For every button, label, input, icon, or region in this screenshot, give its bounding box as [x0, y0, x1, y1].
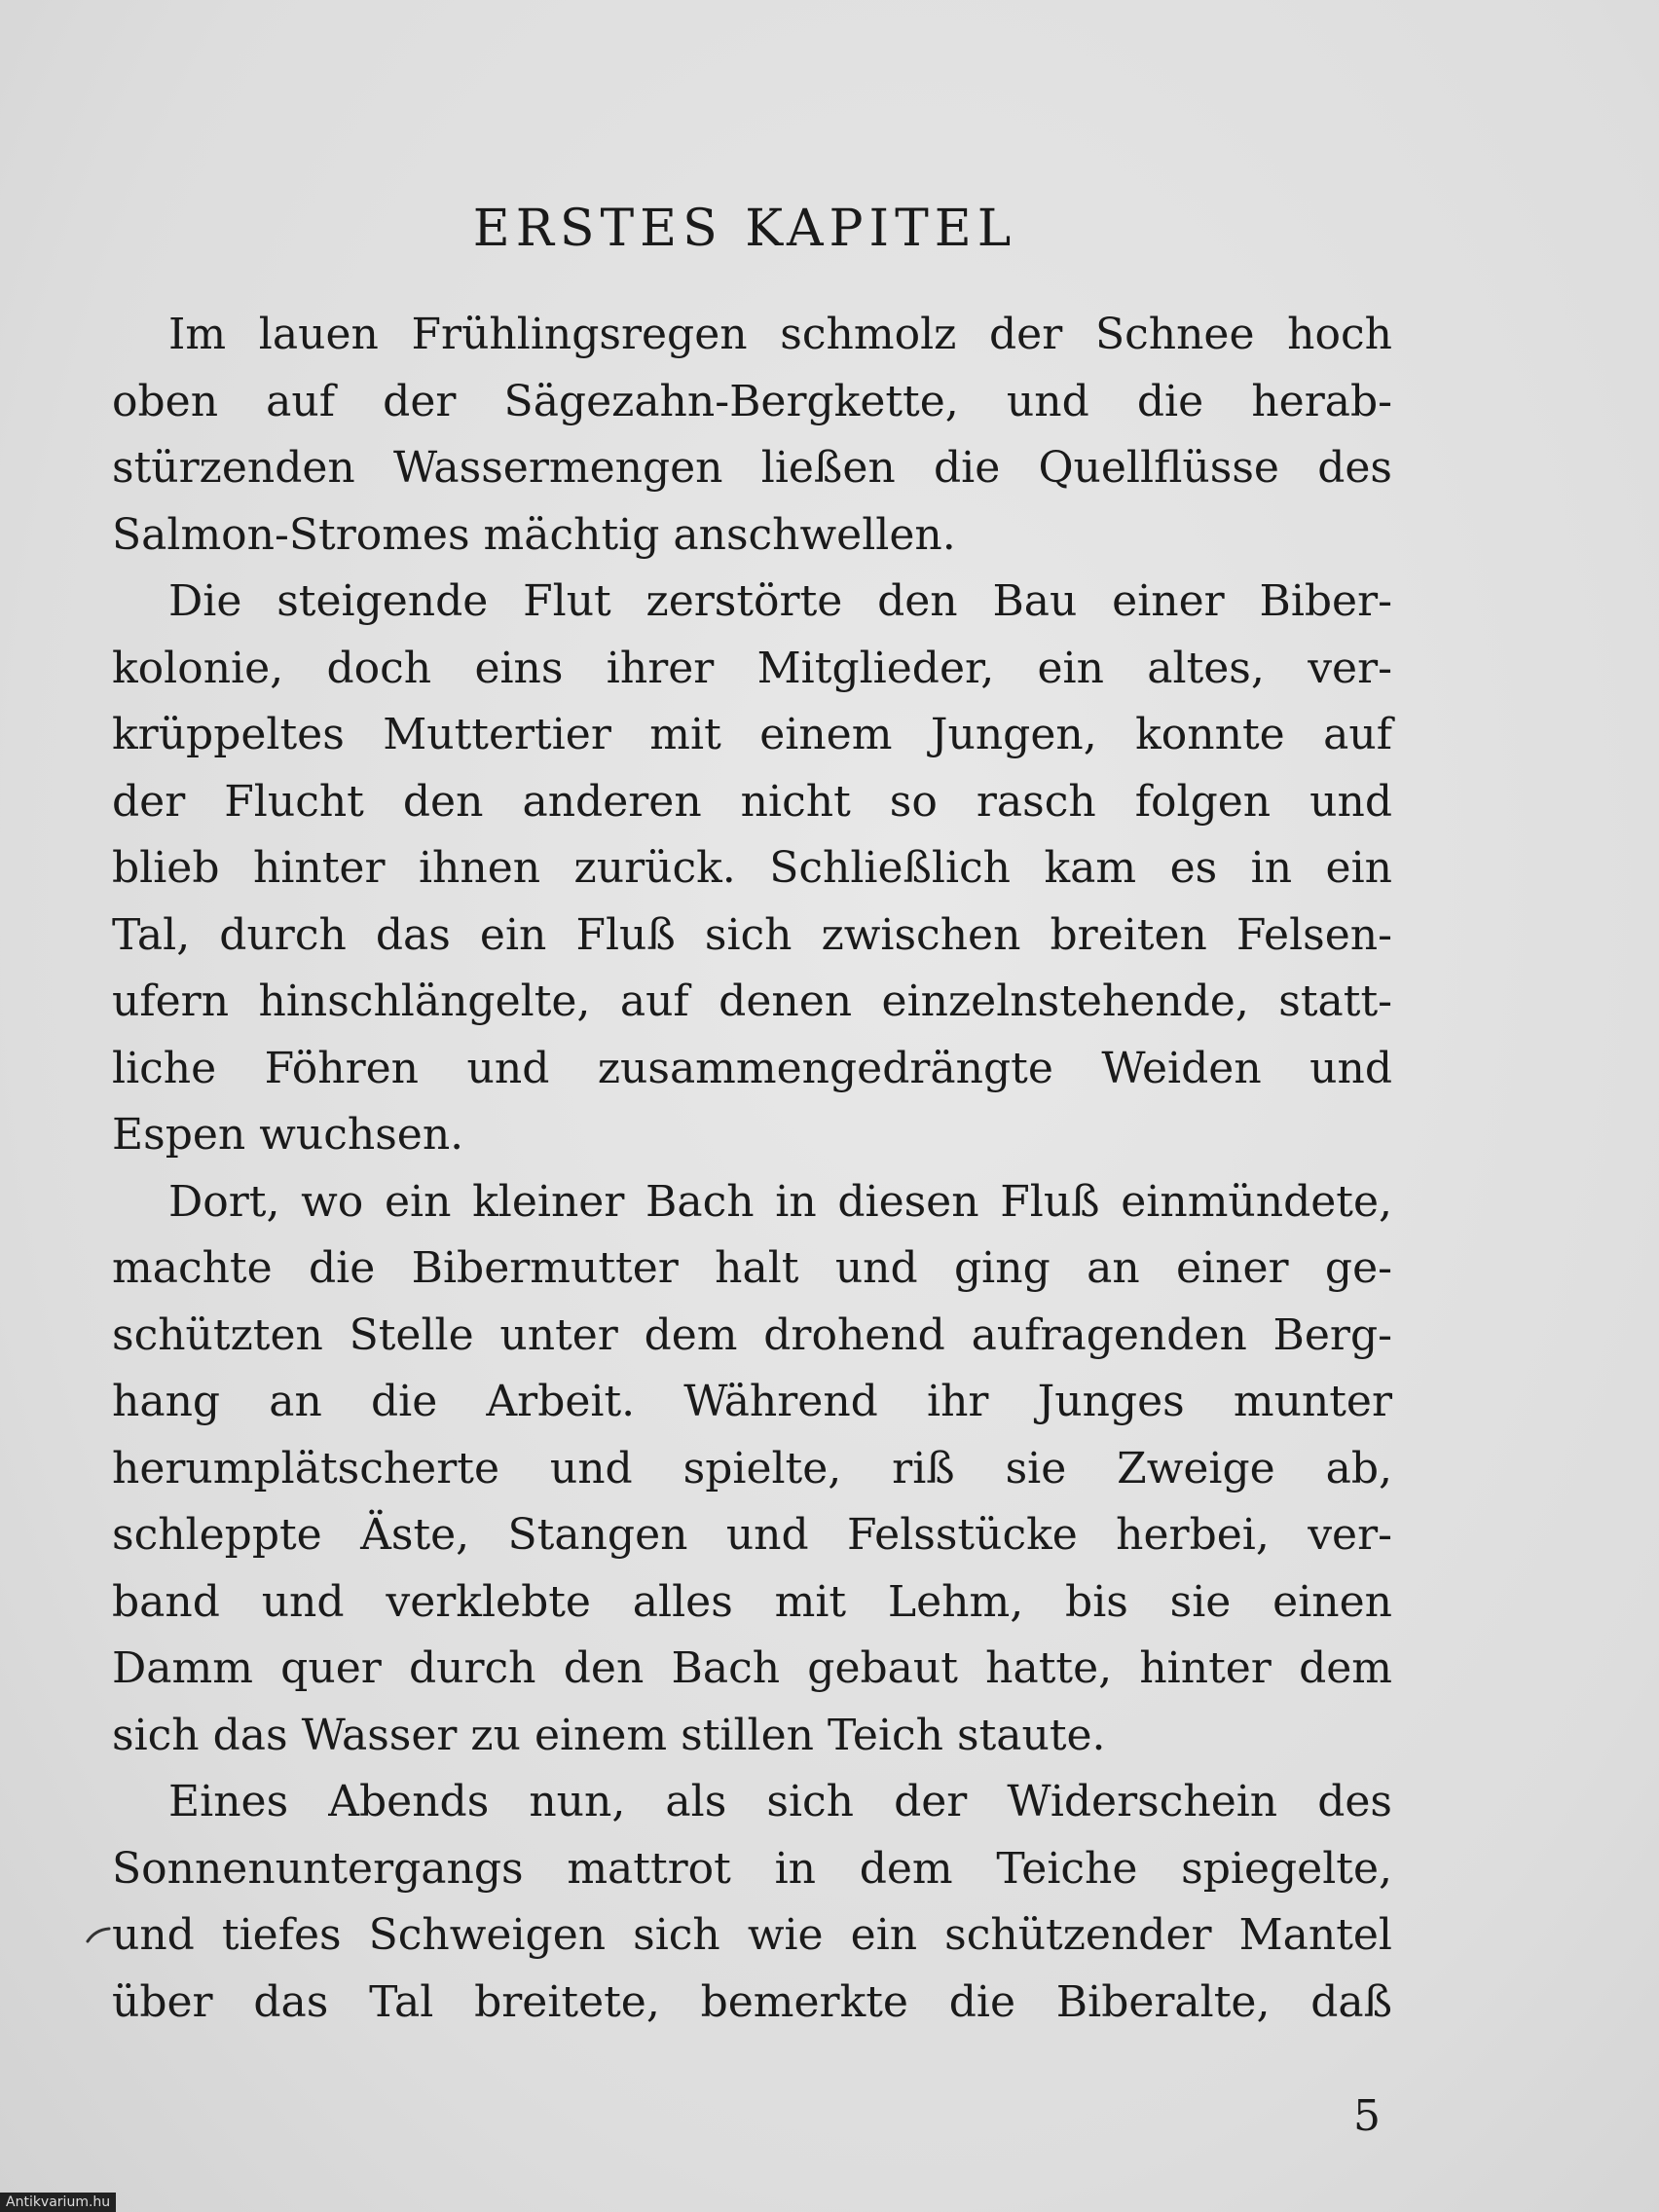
text-line: kolonie, doch eins ihrer Mitglieder, ein altes, ver- [112, 643, 1392, 693]
text-line: der Flucht den anderen nicht so rasch folgen und [112, 776, 1392, 827]
watermark: Antikvarium.hu [0, 2193, 116, 2212]
text-line: Espen wuchsen. [112, 1110, 464, 1160]
text-line: Im lauen Frühlingsregen schmolz der Schnee hoch [168, 310, 1392, 359]
text-line: Salmon-Stromes mächtig anschwellen. [112, 509, 956, 560]
paragraph [112, 569, 1392, 1169]
text-line: Sonnenuntergangs mattrot in dem Teiche spiegelte, [112, 1843, 1392, 1894]
pencil-mark-icon [86, 1926, 113, 1945]
text-line: Die steigende Flut zerstörte den Bau einer Biber- [168, 576, 1392, 626]
text-line: hang an die Arbeit. Während ihr Junges munter [112, 1377, 1392, 1426]
text-line: Dort, wo ein kleiner Bach in diesen Fluß einmündete, [168, 1176, 1392, 1227]
paragraph [112, 302, 1392, 569]
page-number: 5 [1353, 2091, 1381, 2141]
text-line: Damm quer durch den Bach gebaut hatte, hinter dem [112, 1643, 1392, 1693]
body-text [112, 302, 1392, 2036]
text-line: herumplätscherte und spielte, riß sie Zweige ab, [112, 1443, 1392, 1493]
text-line: krüppeltes Muttertier mit einem Jungen, konnte auf [112, 710, 1392, 759]
text-line: blieb hinter ihnen zurück. Schließlich kam es in ein [112, 843, 1392, 893]
text-line: band und verklebte alles mit Lehm, bis sie einen [112, 1576, 1392, 1627]
text-line: stürzenden Wassermengen ließen die Quellflüsse des [112, 443, 1392, 493]
paragraph [112, 1769, 1392, 2036]
paragraph [112, 1169, 1392, 1770]
text-line: über das Tal breitete, bemerkte die Biberalte, daß [112, 1976, 1392, 2027]
text-line: Eines Abends nun, als sich der Widerschein des [168, 1777, 1392, 1826]
text-line: oben auf der Sägezahn-Bergkette, und die herab- [112, 376, 1392, 426]
text-line: sich das Wasser zu einem stillen Teich staute. [112, 1710, 1106, 1760]
text-line: schützten Stelle unter dem drohend aufragenden Berg- [112, 1309, 1392, 1360]
text-line: ufern hinschlängelte, auf denen einzelnstehende, statt- [112, 977, 1392, 1026]
text-line: liche Föhren und zusammengedrängte Weiden und [112, 1043, 1392, 1093]
text-line: Tal, durch das ein Fluß sich zwischen breiten Felsen- [112, 909, 1392, 960]
text-line: machte die Bibermutter halt und ging an einer ge- [112, 1243, 1392, 1293]
text-line: und tiefes Schweigen sich wie ein schützender Mantel [112, 1910, 1392, 1960]
chapter-title: ERSTES KAPITEL [472, 200, 1017, 258]
text-line: schleppte Äste, Stangen und Felsstücke herbei, ver- [112, 1510, 1392, 1560]
